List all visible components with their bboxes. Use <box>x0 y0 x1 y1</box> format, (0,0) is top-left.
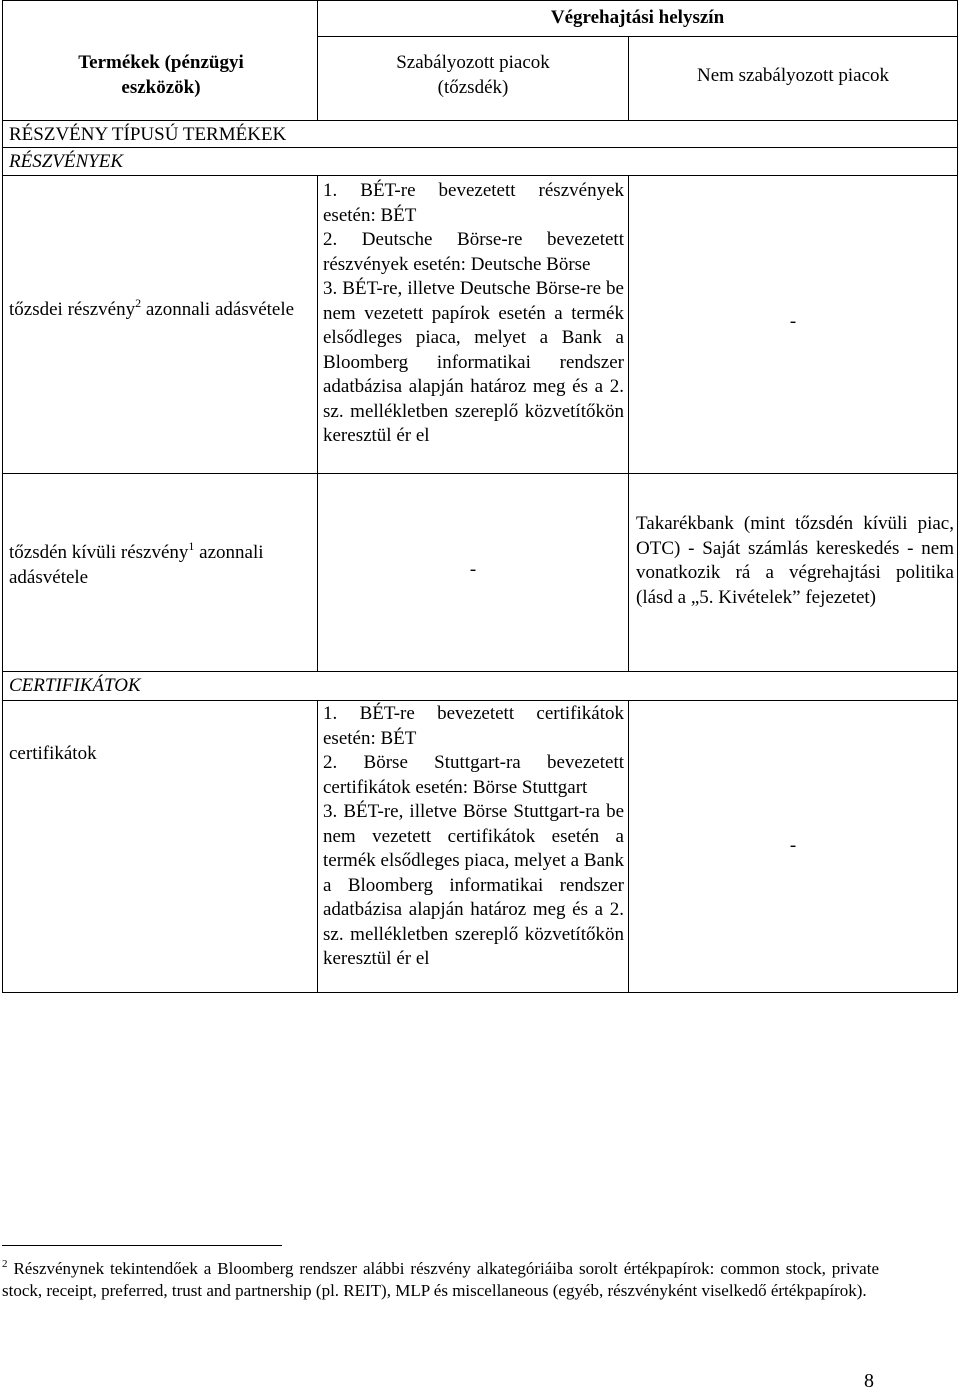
section-shares-cell <box>2 147 958 176</box>
footnote-ref-2: 2 <box>135 296 142 310</box>
section-shares-type: RÉSZVÉNY TÍPUSÚ TERMÉKEK <box>9 124 287 145</box>
header-unregulated: Nem szabályozott piacok <box>696 65 890 86</box>
header-regulated-line1: Szabályozott piacok <box>396 52 550 73</box>
row-exchange-share-label <box>9 298 299 323</box>
exchange-share-label-pre: tőzsdei részvény <box>9 299 136 320</box>
header-location-title: Végrehajtási helyszín <box>550 7 725 28</box>
row-certificates-label: certifikátok <box>9 743 97 764</box>
exchange-share-regulated-item-2: 2. Deutsche Börse-re bevezetett részvények esetén: Deutsche Börse <box>323 229 624 275</box>
exchange-share-label-post: azonnali adásvétele <box>141 299 295 320</box>
row-certificates-regulated <box>323 702 624 972</box>
exchange-share-regulated-item-1: 1. BÉT-re bevezetett részvények esetén: BÉT <box>323 180 624 226</box>
header-products-cell <box>2 0 318 121</box>
certificates-regulated-item-1: 1. BÉT-re bevezetett certifikátok esetén: BÉT <box>323 703 624 749</box>
header-regulated-cell <box>317 36 629 121</box>
otc-share-label-pre: tőzsdén kívüli részvény <box>9 542 189 563</box>
section-shares: RÉSZVÉNYEK <box>9 151 124 172</box>
footnote-mark: 2 <box>2 1258 8 1270</box>
row-otc-share-unregulated-cell <box>628 473 958 672</box>
row-otc-share-regulated: - <box>469 559 477 580</box>
row-exchange-share-unregulated: - <box>789 311 797 332</box>
footnote-separator <box>2 1245 282 1246</box>
header-regulated-line2: (tőzsdék) <box>437 76 509 98</box>
row-certificates-unregulated-cell <box>628 700 958 993</box>
row-exchange-share-label-cell <box>2 175 318 474</box>
row-otc-share-label-cell <box>2 473 318 672</box>
row-certificates-label-cell <box>2 700 318 993</box>
section-shares-type-cell <box>2 120 958 148</box>
footnote <box>2 1258 879 1302</box>
footnote-text: Részvénynek tekintendőek a Bloomberg rendszer alábbi részvény alkategóriáiba sorolt értékpapírok: common stock, private stock, receipt, preferred, trust and partnership (pl. REIT), MLP és miscellaneous (egyéb, részvényként viselkedő értékpapírok). <box>2 1259 879 1300</box>
footnote-ref-1: 1 <box>188 539 195 553</box>
row-certificates-unregulated: - <box>789 835 797 856</box>
page-number: 8 <box>864 1370 874 1392</box>
certificates-regulated-item-2: 2. Börse Stuttgart-ra bevezetett certifikátok esetén: Börse Stuttgart <box>323 752 624 798</box>
header-regulated <box>318 51 628 100</box>
certificates-regulated-item-3: 3. BÉT-re, illetve Börse Stuttgart-ra be nem vezetett certifikátok esetén a termék elsődleges piaca, melyet a Bank a Bloomberg informatikai rendszer adatbázisa alapján határoz meg és a 2. sz. mellékletben szereplő közvetítőkön keresztül ér el <box>323 801 624 969</box>
row-certificates-regulated-cell <box>317 700 629 993</box>
row-otc-share-regulated-cell <box>317 473 629 672</box>
otc-share-label-post: azonnali adásvétele <box>9 542 264 588</box>
section-certificates-cell <box>2 671 958 701</box>
header-location-cell <box>317 0 958 37</box>
row-exchange-share-unregulated-cell <box>628 175 958 474</box>
row-otc-share-unregulated: Takarékbank (mint tőzsdén kívüli piac, OTC) - Saját számlás kereskedés - nem vonatkozik rá a végrehajtási politika (lásd a „5. Kivételek” fejezetet) <box>636 513 954 608</box>
exchange-share-regulated-item-3: 3. BÉT-re, illetve Deutsche Börse-re be nem vezetett papírok esetén a termék elsődleges piaca, melyet a Bank a Bloomberg informatikai rendszer adatbázisa alapján határoz meg és a 2. sz. mellékletben szereplő közvetítőkön keresztül ér el <box>323 278 624 446</box>
row-exchange-share-regulated-cell <box>317 175 629 474</box>
section-certificates: CERTIFIKÁTOK <box>9 675 141 696</box>
row-exchange-share-regulated <box>323 179 624 449</box>
header-unregulated-cell <box>628 36 958 121</box>
row-otc-share-label <box>9 541 299 590</box>
header-products: Termékek (pénzügyi eszközök) <box>78 52 244 98</box>
